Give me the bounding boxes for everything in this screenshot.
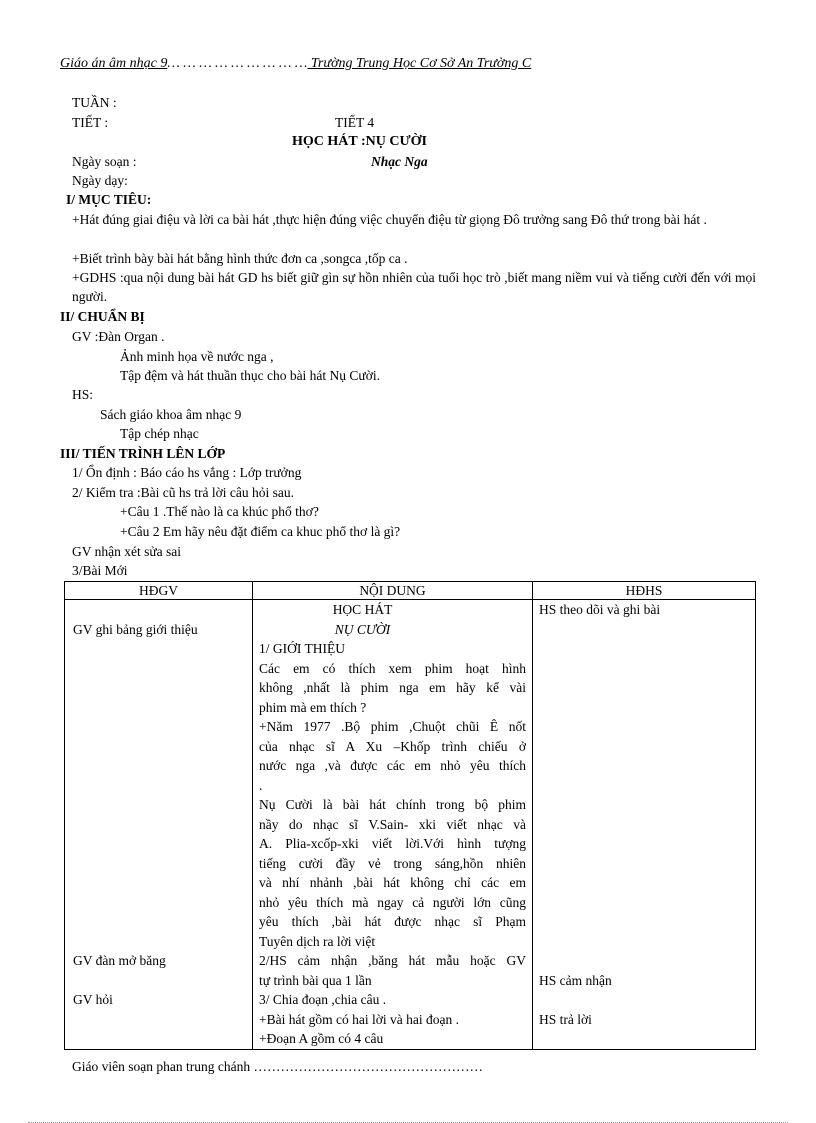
- header-right: Trường Trung Học Cơ Sở An Trường C: [310, 56, 532, 71]
- section-1-heading: I/ MỤC TIÊU:: [66, 192, 152, 207]
- content-line: tự trình bài qua 1 lần: [259, 972, 372, 988]
- tiet-number: TIẾT 4: [335, 115, 375, 130]
- table-header-row: [65, 582, 756, 600]
- content-line: phim mà em thích ?: [259, 699, 367, 715]
- content-line: không ,nhất là phim nga em hãy kể vài: [259, 680, 526, 695]
- content-line: .: [259, 777, 263, 793]
- content-line: tiếng cười đầy vẻ trong sáng,hồn nhiên: [259, 855, 526, 871]
- gv-prep: GV :Đàn Organ .: [72, 329, 165, 344]
- hs-prep-item-2: Tập chép nhạc: [120, 426, 199, 441]
- song-origin: Nhạc Nga: [371, 154, 428, 169]
- content-line: nước nga ,và được các em nhỏ yêu thích: [259, 758, 526, 773]
- hs-prep: HS:: [72, 387, 94, 402]
- content-line: Nụ Cười là bài hát chính trong bộ phim: [259, 797, 526, 812]
- question-2: +Câu 2 Em hãy nêu đặt điểm ca khuc phổ thơ là gì?: [120, 524, 401, 539]
- objective-1: +Hát đúng giai điệu và lời ca bài hát ,thực hiện đúng việc chuyển điệu từ giọng Đô trưởng sang Đô thứ trong bài hát .: [72, 212, 707, 227]
- teacher-activity-cell: [65, 600, 253, 1050]
- content-line: A. Plia-xcốp-xki viết lời.Với hình tượng: [259, 836, 526, 851]
- lesson-title: HỌC HÁT :NỤ CƯỜI: [292, 134, 427, 149]
- content-line: Các em có thích xem phim hoạt hình: [259, 660, 526, 676]
- content-line: +Bài hát gồm có hai lời và hai đoạn .: [259, 1011, 459, 1027]
- footer-text: Giáo viên soạn phan trung chánh: [72, 1059, 251, 1074]
- hs-theo-doi: HS theo dõi và ghi bài: [539, 602, 661, 617]
- header-dots: … … … … … … … … …: [167, 56, 308, 71]
- section-2-heading: II/ CHUẨN BỊ: [60, 309, 145, 324]
- ngay-day-label: Ngày dạy:: [72, 173, 128, 188]
- content-title-2: NỤ CƯỜI: [334, 621, 391, 637]
- gv-hoi: GV hỏi: [73, 992, 113, 1007]
- content-line: nầy do nhạc sĩ V.Sain- xki viết nhạc và: [259, 816, 526, 832]
- lesson-table: [64, 581, 756, 1050]
- step-2: 2/ Kiểm tra :Bài cũ hs trả lời câu hỏi sau.: [72, 485, 294, 500]
- page-header: [60, 54, 531, 73]
- step-1: 1/ Ổn định : Báo cáo hs vắng : Lớp trưởng: [72, 465, 302, 480]
- student-activity-cell: [533, 600, 756, 1050]
- hs-cam-nhan: HS cảm nhận: [539, 972, 612, 988]
- table-row: [65, 600, 756, 1050]
- objective-3: +GDHS :qua nội dung bài hát GD hs biết giữ gìn sự hồn nhiên của tuổi học trò ,biết mang niềm vui và tiếng cười đến với mọi người.: [72, 270, 756, 304]
- tiet-label: TIẾT :: [72, 115, 109, 130]
- content-title-1: HỌC HÁT: [332, 602, 393, 617]
- content-line: 3/ Chia đoạn ,chia câu .: [259, 992, 387, 1007]
- content-line: +Năm 1977 .Bộ phim ,Chuột chũi Ê nốt: [259, 719, 526, 734]
- intro-heading: 1/ GIỚI THIỆU: [259, 641, 345, 656]
- content-line: Tuyên dịch ra lời việt: [259, 933, 376, 949]
- content-line: của nhạc sĩ A Xu –Khốp trình chiếu ở: [259, 738, 526, 754]
- content-line: yêu thích ,bài hát được nhạc sĩ Phạm: [259, 914, 526, 929]
- objective-2: +Biết trình bày bài hát bằng hình thức đơn ca ,songca ,tốp ca .: [72, 251, 408, 266]
- hs-prep-item-1: Sách giáo khoa âm nhạc 9: [100, 407, 242, 422]
- col-header-noi-dung: NỘI DUNG: [253, 582, 533, 600]
- content-line: nhỏ yêu thích mà ngay cả người lớn cũng: [259, 894, 526, 910]
- gv-dan-mo-bang: GV đàn mở băng: [73, 953, 166, 968]
- gv-gioi-thieu: GV ghi bảng giới thiệu: [73, 621, 198, 637]
- question-1: +Câu 1 .Thế nào là ca khúc phổ thơ?: [120, 504, 319, 519]
- col-header-hdgv: HĐGV: [65, 582, 253, 600]
- content-line: +Đoạn A gồm có 4 câu: [259, 1031, 384, 1046]
- step-3: 3/Bài Mới: [72, 563, 128, 578]
- section-3-heading: III/ TIẾN TRÌNH LÊN LỚP: [60, 446, 226, 461]
- gv-prep-item-2: Tập đệm và hát thuần thục cho bài hát Nụ Cười.: [120, 368, 381, 383]
- ngay-soan-label: Ngày soạn :: [72, 154, 137, 169]
- gv-prep-item-1: Ảnh minh họa về nước nga ,: [120, 349, 274, 364]
- content-cell: [253, 600, 533, 1050]
- header-left: Giáo án âm nhạc 9: [60, 56, 168, 71]
- footer-dots: ……………………………………………: [253, 1059, 483, 1074]
- content-line: 2/HS cảm nhận ,băng hát mẫu hoặc GV: [259, 953, 526, 968]
- tuan-label: TUẦN :: [72, 95, 117, 110]
- teacher-review: GV nhận xét sửa sai: [72, 544, 182, 559]
- col-header-hdhs: HĐHS: [533, 582, 756, 600]
- page-footer: [72, 1057, 483, 1076]
- hs-tra-loi: HS trả lời: [539, 1011, 592, 1027]
- content-line: và nhí nhảnh ,bài hát không chỉ các em: [259, 875, 526, 890]
